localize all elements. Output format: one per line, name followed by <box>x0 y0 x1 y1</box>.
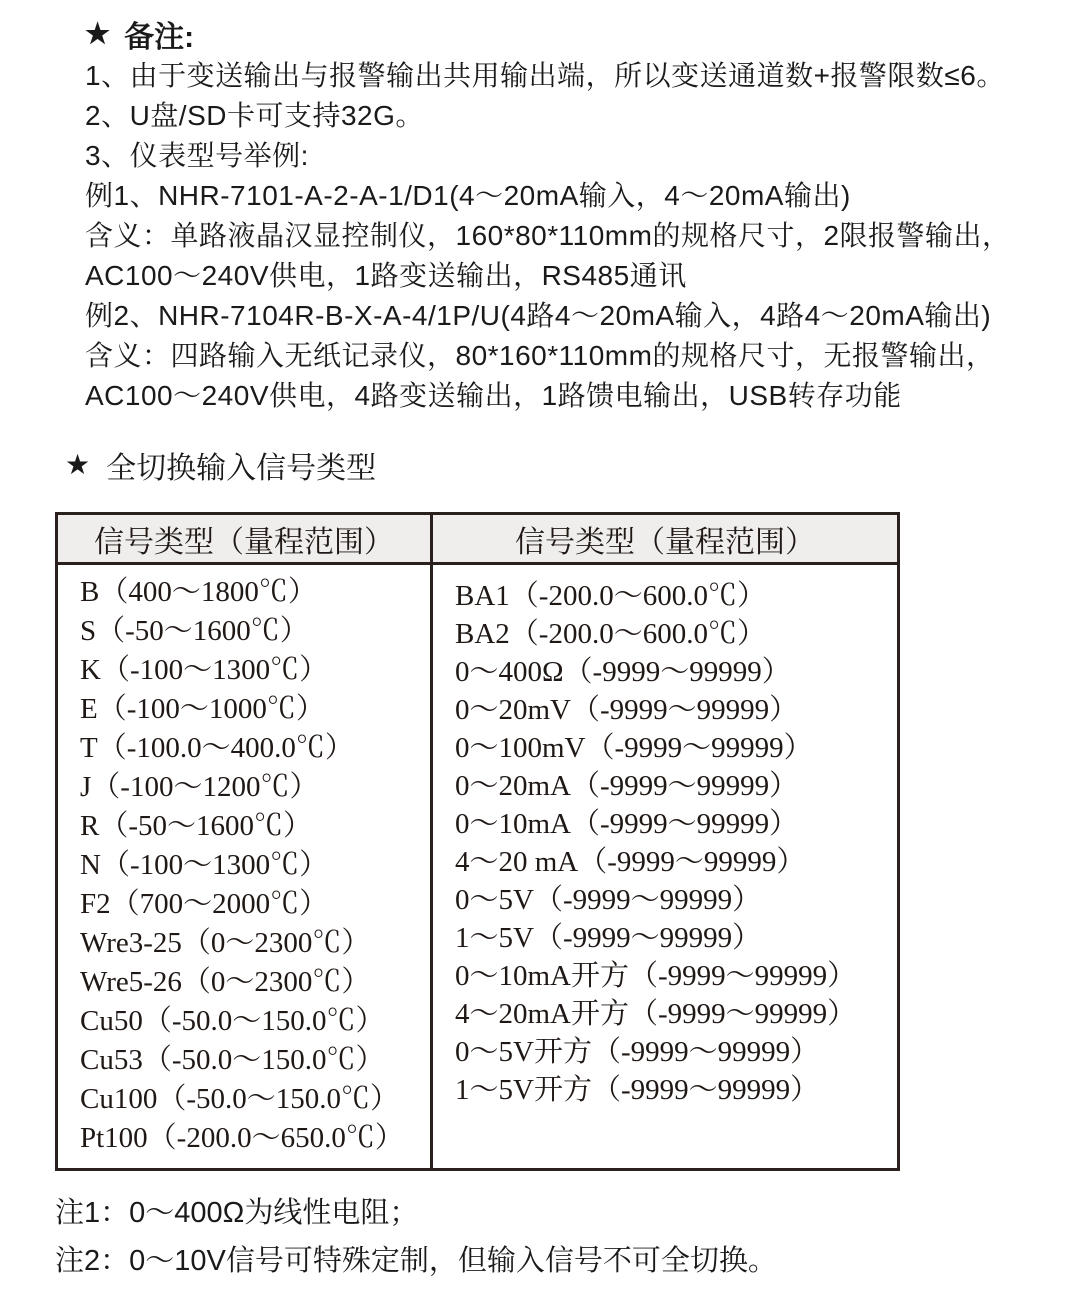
signal-entry: K（-100～1300℃） <box>80 654 329 686</box>
signal-section <box>0 442 1080 1285</box>
signal-entry: B（400～1800℃） <box>80 576 317 608</box>
example-2-meaning: 含义：四路输入无纸记录仪，80*160*110mm的规格尺寸，无报警输出， <box>85 340 995 371</box>
example-1-meaning: 含义：单路液晶汉显控制仪，160*80*110mm的规格尺寸，2限报警输出， <box>85 220 1011 251</box>
signal-entry: 4～20 mA（-9999～99999） <box>455 846 806 878</box>
table-row <box>57 564 899 1170</box>
signal-table-body <box>57 564 899 1170</box>
signal-entry: E（-100～1000℃） <box>80 693 325 725</box>
signal-entry: S（-50～1600℃） <box>80 615 309 647</box>
star-icon: ★ <box>85 18 111 49</box>
example-1-model: 例1、NHR-7101-A-2-A-1/D1(4～20mA输入，4～20mA输出) <box>85 180 851 211</box>
signal-entry: 1～5V开方（-9999～99999） <box>455 1074 820 1106</box>
example-2-meaning-cont: AC100～240V供电，4路变送输出，1路馈电输出，USB转存功能 <box>85 380 902 411</box>
signal-section-title: 全切换输入信号类型 <box>106 452 377 485</box>
signal-entry: Wre5-26（0～2300℃） <box>80 966 371 998</box>
star-icon: ★ <box>65 449 91 480</box>
signal-entry: Cu100（-50.0～150.0℃） <box>80 1083 400 1115</box>
signal-entry: Cu53（-50.0～150.0℃） <box>80 1044 385 1076</box>
signal-type-table <box>55 512 900 1171</box>
signal-entry: T（-100.0～400.0℃） <box>80 732 354 764</box>
signal-entry: 0～10mA开方（-9999～99999） <box>455 960 857 992</box>
signal-entry: 0～100mV（-9999～99999） <box>455 732 813 764</box>
signal-entry: 4～20mA开方（-9999～99999） <box>455 998 857 1030</box>
example-2-model: 例2、NHR-7104R-B-X-A-4/1P/U(4路4～20mA输入，4路4～20mA输出) <box>85 300 992 331</box>
footnote-2: 注2：0～10V信号可特殊定制，但输入信号不可全切换。 <box>55 1245 777 1277</box>
signal-entry: 0～400Ω（-9999～99999） <box>455 656 791 688</box>
header-row <box>57 514 899 564</box>
footnote-1: 注1：0～400Ω为线性电阻； <box>55 1197 419 1229</box>
signal-entry: 1～5V（-9999～99999） <box>455 922 762 954</box>
remark-section <box>0 0 1080 416</box>
signal-entry: 0～20mA（-9999～99999） <box>455 770 799 802</box>
signal-title-line <box>65 442 1080 488</box>
signal-entry: R（-50～1600℃） <box>80 810 313 842</box>
signal-entry: J（-100～1200℃） <box>80 771 319 803</box>
signal-entry: N（-100～1300℃） <box>80 849 329 881</box>
signal-table-header <box>57 514 899 564</box>
header-cell-left: 信号类型（量程范围） <box>57 514 432 564</box>
remark-note-2: 2、U盘/SD卡可支持32G。 <box>85 100 424 131</box>
header-cell-right: 信号类型（量程范围） <box>432 514 899 564</box>
signal-entry: 0～20mV（-9999～99999） <box>455 694 799 726</box>
example-1-meaning-cont: AC100～240V供电，1路变送输出，RS485通讯 <box>85 260 687 291</box>
signal-entry: Cu50（-50.0～150.0℃） <box>80 1005 385 1037</box>
signal-list-left <box>57 564 432 1170</box>
signal-entry: 0～10mA（-9999～99999） <box>455 808 799 840</box>
signal-list-left-inner <box>58 565 430 1168</box>
signal-list-right <box>432 564 899 1170</box>
table-footnotes <box>55 1189 1080 1285</box>
signal-entry: BA2（-200.0～600.0℃） <box>455 618 766 650</box>
signal-entry: BA1（-200.0～600.0℃） <box>455 580 766 612</box>
remark-note-3: 3、仪表型号举例: <box>85 140 309 171</box>
remark-title-line <box>85 12 1060 56</box>
signal-entry: 0～5V（-9999～99999） <box>455 884 762 916</box>
signal-entry: 0～5V开方（-9999～99999） <box>455 1036 820 1068</box>
remark-lines <box>85 56 1060 416</box>
signal-entry: Pt100（-200.0～650.0℃） <box>80 1122 404 1154</box>
remark-title: 备注: <box>124 21 195 54</box>
signal-entry: Wre3-25（0～2300℃） <box>80 927 371 959</box>
signal-list-right-inner <box>433 565 897 1119</box>
remark-note-1: 1、由于变送输出与报警输出共用输出端，所以变送通道数+报警限数≤6。 <box>85 60 1005 91</box>
signal-entry: F2（700～2000℃） <box>80 888 329 920</box>
